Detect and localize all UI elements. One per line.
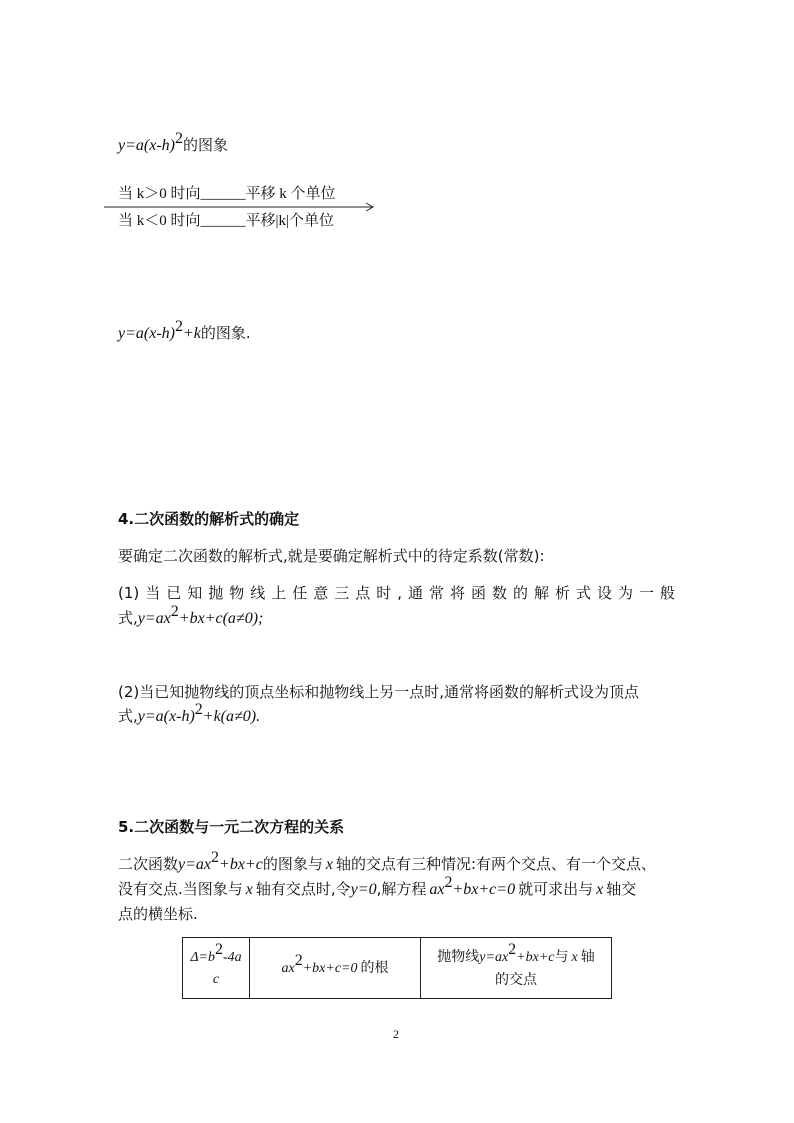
formula-tail: +bx+c=0 [452, 881, 516, 898]
relation-table [182, 937, 612, 999]
exponent: 2 [174, 318, 183, 335]
shift-negative-text: 当 k＜0 时向______平移|k|个单位 [118, 213, 335, 229]
text: 轴有交点时,令 [255, 880, 351, 898]
shift-diagram [104, 180, 380, 232]
formula-tail: +k(a≠0). [202, 708, 261, 725]
header-discriminant [183, 938, 250, 999]
text: 的图象与 [262, 855, 323, 873]
variable: x [596, 881, 604, 898]
section-4-title: 4.二次函数的解析式的确定 [118, 510, 300, 528]
exponent: 2 [170, 603, 179, 620]
text: 与 [554, 948, 569, 965]
formula: y=a(x-h) [118, 325, 175, 342]
formula: y=ax [178, 856, 212, 873]
text: 二次函数 [118, 855, 179, 873]
suffix-text: 的图象. [200, 324, 251, 342]
prefix-text: 式, [118, 707, 138, 725]
section-4-item2-line1: (2)当已知抛物线的顶点坐标和抛物线上另一点时,通常将函数的解析式设为顶点 [118, 683, 640, 701]
text: 轴的交点有三种情况:有两个交点、有一个交点、 [335, 855, 656, 873]
exponent: 2 [194, 701, 203, 718]
section-4-item1-line2 [118, 603, 264, 630]
text: 抛物线 [437, 948, 480, 965]
page-number: 2 [393, 1027, 399, 1041]
formula-tail: +bx+c [219, 856, 263, 873]
formula-tail: +bx+c(a≠0); [178, 610, 264, 627]
exponent: 2 [215, 940, 223, 958]
formula-tail: -4a [223, 949, 242, 965]
variable: x [325, 856, 333, 873]
text: 就可求出与 [518, 880, 594, 898]
formula-tail: +bx+c [516, 949, 555, 965]
discriminant-line1 [183, 940, 249, 969]
formula: ax [429, 881, 445, 898]
table-header-row [183, 938, 612, 999]
intersections-line2: 的交点 [495, 971, 537, 988]
text: ,解方程 [376, 880, 427, 898]
text: 没有交点.当图象与 [118, 880, 243, 898]
prefix-text: 式, [118, 609, 138, 627]
formula: ax [281, 960, 295, 976]
formula: y=a(x-h) [118, 137, 175, 154]
exponent: 2 [174, 130, 183, 147]
section-5-para-line1 [118, 849, 656, 876]
text: 轴 [580, 948, 595, 965]
formula: y=0 [350, 881, 377, 898]
exponent: 2 [294, 951, 303, 969]
exponent: 2 [444, 874, 453, 891]
section-5-para-line2 [118, 874, 637, 901]
section-4-item1-line1: (1)当已知抛物线上任意三点时,通常将函数的解析式设为一般 [118, 584, 675, 602]
text: 轴交 [606, 880, 637, 898]
shift-positive-text: 当 k＞0 时向______平移 k 个单位 [118, 186, 336, 202]
formula-tail: +bx+c=0 [302, 960, 358, 976]
suffix-text: 的图象 [182, 136, 228, 154]
formula: Δ=b [190, 949, 215, 965]
header-intersections [421, 938, 612, 999]
section-5-para-line3: 点的横坐标. [118, 905, 198, 923]
graph-label-1 [118, 130, 228, 157]
section-4-intro: 要确定二次函数的解析式,就是要确定解析式中的待定系数(常数): [118, 547, 545, 565]
section-4-item2-line2 [118, 701, 261, 728]
formula-tail: +k [182, 325, 201, 342]
variable: x [245, 881, 253, 898]
section-5-title: 5.二次函数与一元二次方程的关系 [118, 818, 345, 836]
text: 的根 [360, 959, 389, 976]
formula: y=a(x-h) [137, 708, 195, 725]
formula: y=ax [479, 949, 509, 965]
exponent: 2 [508, 940, 517, 958]
variable: x [571, 949, 578, 965]
graph-label-2 [118, 318, 251, 345]
exponent: 2 [211, 849, 220, 866]
intersections-line1 [421, 940, 611, 969]
formula: y=ax [137, 610, 171, 627]
header-roots [250, 938, 421, 999]
discriminant-line2: c [212, 971, 220, 987]
